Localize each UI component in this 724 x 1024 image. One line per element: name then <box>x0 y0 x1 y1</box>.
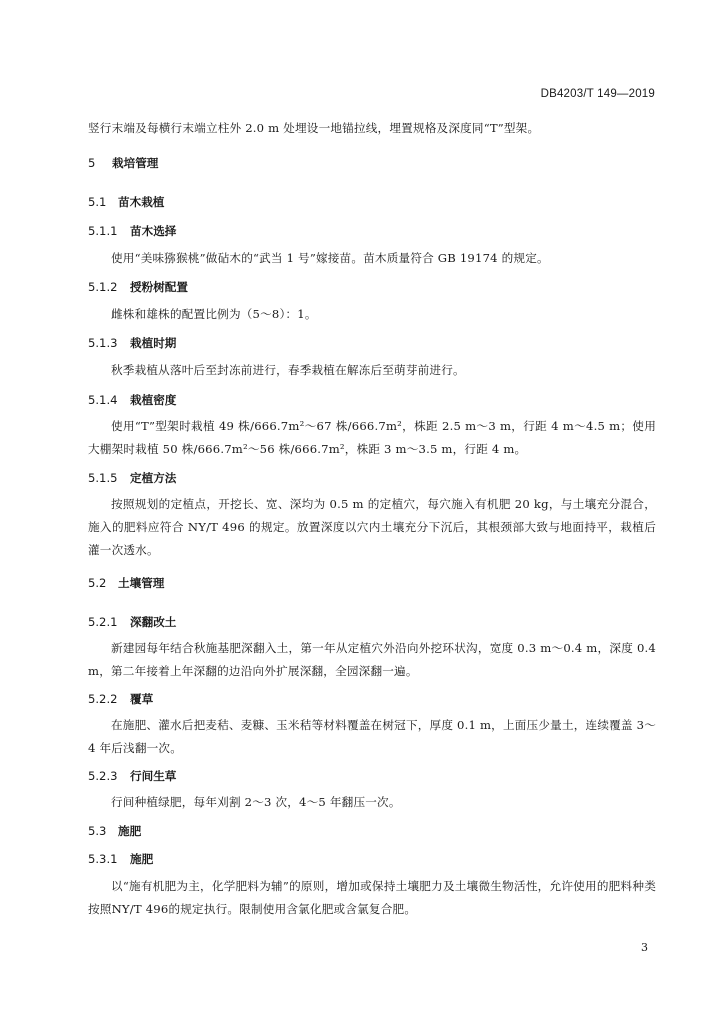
paragraph-5-1-5: 按照规划的定植点，开挖长、宽、深均为 0.5 m 的定植穴，每穴施入有机肥 20 kg，与土壤充分混合，施入的肥料应符合 NY/T 496 的规定。放置深度以穴内土壤充分下沉后，其根颈部大致与地面持平，栽植后灌一次透水。 <box>88 497 656 557</box>
paragraph-5-2-2: 在施肥、灌水后把麦秸、麦糠、玉米秸等材料覆盖在树冠下，厚度 0.1 m，上面压少量土，连续覆盖 3～4 年后浅翻一次。 <box>88 718 656 755</box>
section-title: 深翻改土 <box>130 615 177 629</box>
section-number: 5.2.1 <box>88 615 118 629</box>
section-title: 栽植密度 <box>130 393 177 407</box>
document-code: DB4203/T 149—2019 <box>540 88 655 100</box>
section-title: 土壤管理 <box>118 576 165 590</box>
section-heading-5-1-5 <box>88 470 176 486</box>
section-title: 授粉树配置 <box>130 280 188 294</box>
paragraph-5-2-1: 新建园每年结合秋施基肥深翻入土，第一年从定植穴外沿向外挖环状沟，宽度 0.3 m～0.4 m，深度 0.4 m，第二年接着上年深翻的边沿向外扩展深翻，全园深翻一遍。 <box>88 641 656 678</box>
section-heading-5-1-3 <box>88 335 176 351</box>
section-number: 5.1.4 <box>88 393 118 407</box>
section-heading-5-2-1 <box>88 614 176 630</box>
section-title: 苗木栽植 <box>118 195 165 209</box>
paragraph-5-2-3: 行间种植绿肥，每年刈割 2～3 次，4～5 年翻压一次。 <box>111 795 401 809</box>
section-title: 覆草 <box>130 692 154 706</box>
section-number: 5.3 <box>88 824 107 838</box>
section-number: 5.2.2 <box>88 692 118 706</box>
section-heading-5-1 <box>88 194 164 210</box>
section-heading-5-3 <box>88 823 141 839</box>
section-heading-5 <box>88 155 158 171</box>
section-title: 定植方法 <box>130 471 177 485</box>
section-number: 5.1.3 <box>88 336 118 350</box>
paragraph-5-1-1: 使用“美味猕猴桃”做砧木的“武当 1 号”嫁接苗。苗木质量符合 GB 19174 的规定。 <box>111 251 549 265</box>
section-number: 5 <box>88 156 96 170</box>
section-number: 5.1.2 <box>88 280 118 294</box>
section-number: 5.1 <box>88 195 107 209</box>
section-title: 栽培管理 <box>112 156 159 170</box>
section-title: 栽植时期 <box>130 336 177 350</box>
section-number: 5.1.5 <box>88 471 118 485</box>
section-number: 5.2 <box>88 576 107 590</box>
section-title: 苗木选择 <box>130 224 177 238</box>
page-number: 3 <box>641 941 648 954</box>
paragraph-5-3-1: 以“施有机肥为主，化学肥料为辅”的原则，增加或保持土壤肥力及土壤微生物活性，允许使用的肥料种类按照NY/T 496的规定执行。限制使用含氯化肥或含氯复合肥。 <box>88 879 656 916</box>
section-heading-5-3-1 <box>88 851 153 867</box>
section-title: 行间生草 <box>130 769 177 783</box>
paragraph-5-1-4: 使用“T”型架时栽植 49 株/666.7m²～67 株/666.7m²，株距 2.5 m～3 m，行距 4 m～4.5 m；使用大棚架时栽植 50 株/666.7m²～56 株/666.7m²，株距 3 m～3.5 m，行距 4 m。 <box>88 419 656 456</box>
section-number: 5.3.1 <box>88 852 118 866</box>
paragraph-5-1-3: 秋季栽植从落叶后至封冻前进行，春季栽植在解冻后至萌芽前进行。 <box>111 363 465 377</box>
section-heading-5-1-1 <box>88 223 176 239</box>
section-heading-5-1-4 <box>88 392 176 408</box>
section-number: 5.2.3 <box>88 769 118 783</box>
section-heading-5-2-2 <box>88 691 153 707</box>
section-title: 施肥 <box>118 824 142 838</box>
section-heading-5-2-3 <box>88 768 176 784</box>
paragraph-5-1-2: 雌株和雄株的配置比例为（5～8）：1。 <box>111 307 317 321</box>
section-heading-5-2 <box>88 575 164 591</box>
section-number: 5.1.1 <box>88 224 118 238</box>
section-heading-5-1-2 <box>88 279 188 295</box>
paragraph-intro: 竖行末端及每横行末端立柱外 2.0 m 处埋设一地锚拉线，埋置规格及深度同“T”型架。 <box>88 121 540 135</box>
section-title: 施肥 <box>130 852 154 866</box>
